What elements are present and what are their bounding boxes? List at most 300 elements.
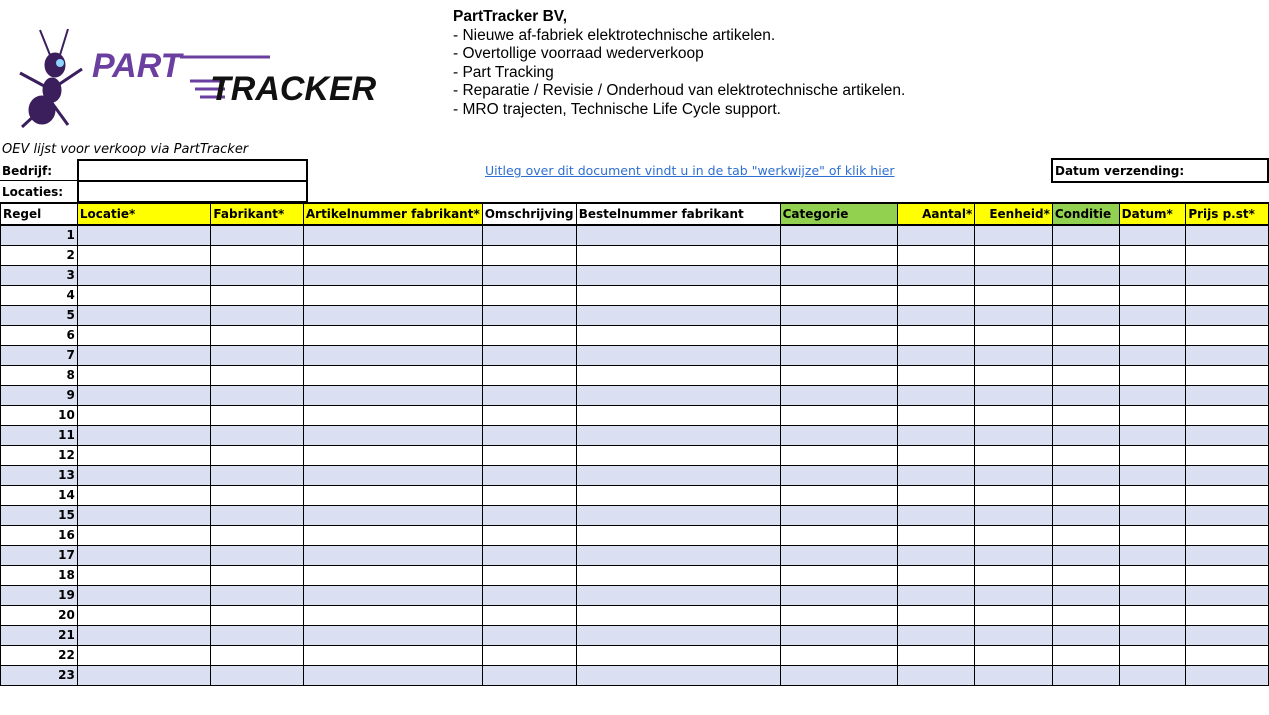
row-number: 10 bbox=[1, 405, 78, 425]
table-row bbox=[1, 385, 1269, 405]
cell[interactable] bbox=[975, 225, 1053, 245]
cell[interactable] bbox=[975, 385, 1053, 405]
cell[interactable] bbox=[211, 325, 303, 345]
cell[interactable] bbox=[1119, 465, 1186, 485]
cell[interactable] bbox=[1119, 245, 1186, 265]
cell[interactable] bbox=[1052, 225, 1119, 245]
cell[interactable] bbox=[780, 445, 897, 465]
cell[interactable] bbox=[898, 345, 975, 365]
row-number: 11 bbox=[1, 425, 78, 445]
table-row bbox=[1, 245, 1269, 265]
col-regel: Regel bbox=[1, 203, 78, 225]
cell[interactable] bbox=[1119, 445, 1186, 465]
cell[interactable] bbox=[303, 305, 482, 325]
cell[interactable] bbox=[780, 625, 897, 645]
cell[interactable] bbox=[1119, 485, 1186, 505]
cell[interactable] bbox=[77, 565, 211, 585]
cell[interactable] bbox=[898, 605, 975, 625]
col-bestelnummer: Bestelnummer fabrikant bbox=[576, 203, 780, 225]
cell[interactable] bbox=[77, 645, 211, 665]
table-row bbox=[1, 525, 1269, 545]
cell[interactable] bbox=[1052, 465, 1119, 485]
table-row bbox=[1, 665, 1269, 685]
cell[interactable] bbox=[303, 445, 482, 465]
cell[interactable] bbox=[576, 265, 780, 285]
cell[interactable] bbox=[975, 285, 1053, 305]
cell[interactable] bbox=[780, 425, 897, 445]
locaties-input[interactable] bbox=[77, 180, 308, 203]
cell[interactable] bbox=[482, 405, 576, 425]
cell[interactable] bbox=[898, 225, 975, 245]
cell[interactable] bbox=[1186, 585, 1269, 605]
cell[interactable] bbox=[482, 545, 576, 565]
cell[interactable] bbox=[211, 645, 303, 665]
cell[interactable] bbox=[576, 445, 780, 465]
cell[interactable] bbox=[975, 485, 1053, 505]
cell[interactable] bbox=[211, 405, 303, 425]
cell[interactable] bbox=[1186, 505, 1269, 525]
cell[interactable] bbox=[77, 485, 211, 505]
row-number: 22 bbox=[1, 645, 78, 665]
cell[interactable] bbox=[77, 365, 211, 385]
table-row bbox=[1, 345, 1269, 365]
cell[interactable] bbox=[77, 325, 211, 345]
table-row bbox=[1, 505, 1269, 525]
cell[interactable] bbox=[975, 505, 1053, 525]
row-number: 2 bbox=[1, 245, 78, 265]
cell[interactable] bbox=[898, 645, 975, 665]
cell[interactable] bbox=[576, 665, 780, 685]
cell[interactable] bbox=[780, 365, 897, 385]
cell[interactable] bbox=[780, 465, 897, 485]
cell[interactable] bbox=[1186, 625, 1269, 645]
cell[interactable] bbox=[211, 585, 303, 605]
cell[interactable] bbox=[77, 425, 211, 445]
cell[interactable] bbox=[1119, 645, 1186, 665]
cell[interactable] bbox=[211, 245, 303, 265]
col-locatie: Locatie* bbox=[77, 203, 211, 225]
cell[interactable] bbox=[303, 665, 482, 685]
cell[interactable] bbox=[1052, 245, 1119, 265]
cell[interactable] bbox=[482, 605, 576, 625]
cell[interactable] bbox=[975, 645, 1053, 665]
cell[interactable] bbox=[780, 585, 897, 605]
cell[interactable] bbox=[77, 605, 211, 625]
cell[interactable] bbox=[211, 465, 303, 485]
row-number: 23 bbox=[1, 665, 78, 685]
cell[interactable] bbox=[303, 505, 482, 525]
cell[interactable] bbox=[576, 585, 780, 605]
cell[interactable] bbox=[975, 565, 1053, 585]
cell[interactable] bbox=[1186, 465, 1269, 485]
cell[interactable] bbox=[77, 245, 211, 265]
cell[interactable] bbox=[975, 545, 1053, 565]
cell[interactable] bbox=[975, 665, 1053, 685]
cell[interactable] bbox=[1119, 305, 1186, 325]
cell[interactable] bbox=[576, 525, 780, 545]
cell[interactable] bbox=[303, 465, 482, 485]
cell[interactable] bbox=[898, 485, 975, 505]
cell[interactable] bbox=[211, 445, 303, 465]
datum-verzending-label: Datum verzending: bbox=[1055, 164, 1185, 178]
cell[interactable] bbox=[1052, 345, 1119, 365]
cell[interactable] bbox=[898, 245, 975, 265]
cell[interactable] bbox=[482, 365, 576, 385]
cell[interactable] bbox=[482, 585, 576, 605]
cell[interactable] bbox=[1186, 425, 1269, 445]
row-number: 12 bbox=[1, 445, 78, 465]
cell[interactable] bbox=[303, 545, 482, 565]
table-row bbox=[1, 645, 1269, 665]
cell[interactable] bbox=[1052, 405, 1119, 425]
cell[interactable] bbox=[1186, 245, 1269, 265]
cell[interactable] bbox=[975, 405, 1053, 425]
cell[interactable] bbox=[576, 285, 780, 305]
cell[interactable] bbox=[1052, 505, 1119, 525]
cell[interactable] bbox=[780, 405, 897, 425]
cell[interactable] bbox=[576, 645, 780, 665]
cell[interactable] bbox=[303, 605, 482, 625]
cell[interactable] bbox=[1052, 645, 1119, 665]
table-row bbox=[1, 225, 1269, 245]
table-row bbox=[1, 445, 1269, 465]
cell[interactable] bbox=[975, 325, 1053, 345]
cell[interactable] bbox=[975, 245, 1053, 265]
cell[interactable] bbox=[576, 485, 780, 505]
cell[interactable] bbox=[1186, 325, 1269, 345]
cell[interactable] bbox=[1186, 485, 1269, 505]
cell[interactable] bbox=[482, 445, 576, 465]
cell[interactable] bbox=[211, 305, 303, 325]
row-number: 14 bbox=[1, 485, 78, 505]
cell[interactable] bbox=[898, 565, 975, 585]
cell[interactable] bbox=[1186, 525, 1269, 545]
cell[interactable] bbox=[482, 305, 576, 325]
cell[interactable] bbox=[211, 385, 303, 405]
cell[interactable] bbox=[77, 465, 211, 485]
werkwijze-link[interactable]: Uitleg over dit document vindt u in de tab "werkwijze" of klik hier bbox=[485, 163, 895, 178]
cell[interactable] bbox=[576, 385, 780, 405]
cell[interactable] bbox=[1119, 425, 1186, 445]
cell[interactable] bbox=[1052, 265, 1119, 285]
cell[interactable] bbox=[1186, 345, 1269, 365]
table-row bbox=[1, 465, 1269, 485]
cell[interactable] bbox=[482, 225, 576, 245]
cell[interactable] bbox=[780, 265, 897, 285]
row-number: 1 bbox=[1, 225, 78, 245]
cell[interactable] bbox=[975, 625, 1053, 645]
cell[interactable] bbox=[482, 485, 576, 505]
cell[interactable] bbox=[211, 545, 303, 565]
cell[interactable] bbox=[303, 385, 482, 405]
cell[interactable] bbox=[576, 565, 780, 585]
cell[interactable] bbox=[780, 505, 897, 525]
cell[interactable] bbox=[780, 485, 897, 505]
cell[interactable] bbox=[576, 305, 780, 325]
cell[interactable] bbox=[1186, 405, 1269, 425]
cell[interactable] bbox=[576, 325, 780, 345]
cell[interactable] bbox=[1052, 305, 1119, 325]
cell[interactable] bbox=[482, 525, 576, 545]
cell[interactable] bbox=[211, 605, 303, 625]
cell[interactable] bbox=[482, 325, 576, 345]
cell[interactable] bbox=[780, 565, 897, 585]
table-row bbox=[1, 365, 1269, 385]
cell[interactable] bbox=[1052, 525, 1119, 545]
cell[interactable] bbox=[1119, 325, 1186, 345]
cell[interactable] bbox=[1186, 385, 1269, 405]
cell[interactable] bbox=[77, 285, 211, 305]
cell[interactable] bbox=[576, 405, 780, 425]
col-datum: Datum* bbox=[1119, 203, 1186, 225]
cell[interactable] bbox=[576, 605, 780, 625]
cell[interactable] bbox=[211, 665, 303, 685]
cell[interactable] bbox=[211, 265, 303, 285]
cell[interactable] bbox=[780, 665, 897, 685]
cell[interactable] bbox=[482, 345, 576, 365]
cell[interactable] bbox=[780, 325, 897, 345]
cell[interactable] bbox=[898, 625, 975, 645]
row-number: 21 bbox=[1, 625, 78, 645]
cell[interactable] bbox=[77, 225, 211, 245]
cell[interactable] bbox=[898, 325, 975, 345]
cell[interactable] bbox=[482, 245, 576, 265]
cell[interactable] bbox=[303, 585, 482, 605]
cell[interactable] bbox=[303, 485, 482, 505]
cell[interactable] bbox=[77, 525, 211, 545]
cell[interactable] bbox=[898, 465, 975, 485]
cell[interactable] bbox=[211, 485, 303, 505]
cell[interactable] bbox=[576, 545, 780, 565]
cell[interactable] bbox=[576, 365, 780, 385]
cell[interactable] bbox=[211, 505, 303, 525]
cell[interactable] bbox=[1119, 525, 1186, 545]
cell[interactable] bbox=[211, 525, 303, 545]
cell[interactable] bbox=[1119, 385, 1186, 405]
cell[interactable] bbox=[780, 645, 897, 665]
cell[interactable] bbox=[898, 545, 975, 565]
cell[interactable] bbox=[1119, 345, 1186, 365]
cell[interactable] bbox=[77, 505, 211, 525]
cell[interactable] bbox=[482, 425, 576, 445]
cell[interactable] bbox=[898, 445, 975, 465]
table-row bbox=[1, 325, 1269, 345]
cell[interactable] bbox=[1186, 565, 1269, 585]
row-number: 6 bbox=[1, 325, 78, 345]
cell[interactable] bbox=[303, 325, 482, 345]
cell[interactable] bbox=[898, 265, 975, 285]
cell[interactable] bbox=[898, 525, 975, 545]
cell[interactable] bbox=[898, 285, 975, 305]
cell[interactable] bbox=[576, 505, 780, 525]
cell[interactable] bbox=[303, 245, 482, 265]
datum-verzending-input[interactable] bbox=[1051, 158, 1269, 183]
cell[interactable] bbox=[303, 285, 482, 305]
cell[interactable] bbox=[1186, 645, 1269, 665]
cell[interactable] bbox=[576, 345, 780, 365]
cell[interactable] bbox=[482, 565, 576, 585]
cell[interactable] bbox=[975, 425, 1053, 445]
cell[interactable] bbox=[77, 665, 211, 685]
row-number: 4 bbox=[1, 285, 78, 305]
cell[interactable] bbox=[898, 405, 975, 425]
cell[interactable] bbox=[77, 625, 211, 645]
cell[interactable] bbox=[780, 605, 897, 625]
cell[interactable] bbox=[1052, 545, 1119, 565]
cell[interactable] bbox=[1186, 365, 1269, 385]
cell[interactable] bbox=[211, 225, 303, 245]
cell[interactable] bbox=[780, 525, 897, 545]
table-row bbox=[1, 485, 1269, 505]
cell[interactable] bbox=[303, 225, 482, 245]
cell[interactable] bbox=[1119, 265, 1186, 285]
cell[interactable] bbox=[576, 225, 780, 245]
cell[interactable] bbox=[576, 425, 780, 445]
cell[interactable] bbox=[77, 545, 211, 565]
table-row bbox=[1, 425, 1269, 445]
cell[interactable] bbox=[576, 465, 780, 485]
cell[interactable] bbox=[898, 425, 975, 445]
cell[interactable] bbox=[211, 285, 303, 305]
cell[interactable] bbox=[1119, 225, 1186, 245]
cell[interactable] bbox=[303, 425, 482, 445]
logo-text-part: PART bbox=[92, 47, 182, 85]
cell[interactable] bbox=[975, 465, 1053, 485]
ant-mascot-icon bbox=[20, 29, 82, 127]
cell[interactable] bbox=[211, 565, 303, 585]
cell[interactable] bbox=[303, 525, 482, 545]
cell[interactable] bbox=[1052, 605, 1119, 625]
cell[interactable] bbox=[1052, 665, 1119, 685]
cell[interactable] bbox=[1119, 285, 1186, 305]
cell[interactable] bbox=[1052, 485, 1119, 505]
cell[interactable] bbox=[1186, 445, 1269, 465]
cell[interactable] bbox=[780, 305, 897, 325]
cell[interactable] bbox=[1186, 545, 1269, 565]
table-row bbox=[1, 585, 1269, 605]
cell[interactable] bbox=[1186, 225, 1269, 245]
col-eenheid: Eenheid* bbox=[975, 203, 1053, 225]
cell[interactable] bbox=[898, 305, 975, 325]
cell[interactable] bbox=[482, 625, 576, 645]
cell[interactable] bbox=[303, 265, 482, 285]
cell[interactable] bbox=[975, 345, 1053, 365]
cell[interactable] bbox=[975, 525, 1053, 545]
cell[interactable] bbox=[898, 365, 975, 385]
cell[interactable] bbox=[1052, 285, 1119, 305]
cell[interactable] bbox=[1052, 445, 1119, 465]
cell[interactable] bbox=[780, 285, 897, 305]
cell[interactable] bbox=[303, 345, 482, 365]
cell[interactable] bbox=[1186, 265, 1269, 285]
cell[interactable] bbox=[1119, 585, 1186, 605]
cell[interactable] bbox=[1052, 625, 1119, 645]
cell[interactable] bbox=[898, 385, 975, 405]
cell[interactable] bbox=[780, 345, 897, 365]
cell[interactable] bbox=[1052, 325, 1119, 345]
cell[interactable] bbox=[1052, 365, 1119, 385]
cell[interactable] bbox=[1052, 425, 1119, 445]
cell[interactable] bbox=[482, 285, 576, 305]
cell[interactable] bbox=[77, 265, 211, 285]
cell[interactable] bbox=[482, 505, 576, 525]
cell[interactable] bbox=[1119, 505, 1186, 525]
cell[interactable] bbox=[482, 385, 576, 405]
cell[interactable] bbox=[780, 545, 897, 565]
cell[interactable] bbox=[576, 245, 780, 265]
cell[interactable] bbox=[77, 305, 211, 325]
cell[interactable] bbox=[1052, 565, 1119, 585]
cell[interactable] bbox=[1119, 625, 1186, 645]
cell[interactable] bbox=[1119, 605, 1186, 625]
table-row bbox=[1, 285, 1269, 305]
cell[interactable] bbox=[780, 385, 897, 405]
cell[interactable] bbox=[975, 305, 1053, 325]
cell[interactable] bbox=[211, 425, 303, 445]
cell[interactable] bbox=[77, 445, 211, 465]
row-number: 18 bbox=[1, 565, 78, 585]
cell[interactable] bbox=[303, 645, 482, 665]
cell[interactable] bbox=[303, 365, 482, 385]
cell[interactable] bbox=[482, 645, 576, 665]
sheet-subtitle: OEV lijst voor verkoop via PartTracker bbox=[2, 142, 249, 157]
cell[interactable] bbox=[77, 345, 211, 365]
table-row bbox=[1, 305, 1269, 325]
cell[interactable] bbox=[975, 365, 1053, 385]
bedrijf-input[interactable] bbox=[77, 159, 308, 182]
cell[interactable] bbox=[482, 465, 576, 485]
cell[interactable] bbox=[1119, 565, 1186, 585]
cell[interactable] bbox=[482, 265, 576, 285]
intro-title: PartTracker BV, bbox=[453, 8, 568, 25]
cell[interactable] bbox=[576, 625, 780, 645]
cell[interactable] bbox=[77, 405, 211, 425]
cell[interactable] bbox=[482, 665, 576, 685]
cell[interactable] bbox=[77, 585, 211, 605]
parttracker-logo bbox=[10, 25, 450, 140]
cell[interactable] bbox=[303, 405, 482, 425]
cell[interactable] bbox=[303, 565, 482, 585]
cell[interactable] bbox=[1119, 405, 1186, 425]
cell[interactable] bbox=[975, 265, 1053, 285]
cell[interactable] bbox=[975, 605, 1053, 625]
cell[interactable] bbox=[780, 225, 897, 245]
cell[interactable] bbox=[975, 585, 1053, 605]
cell[interactable] bbox=[1052, 585, 1119, 605]
cell[interactable] bbox=[975, 445, 1053, 465]
cell[interactable] bbox=[898, 505, 975, 525]
cell[interactable] bbox=[1052, 385, 1119, 405]
cell[interactable] bbox=[1119, 365, 1186, 385]
cell[interactable] bbox=[898, 585, 975, 605]
cell[interactable] bbox=[1186, 605, 1269, 625]
logo-text-tracker: TRACKER bbox=[210, 70, 377, 108]
cell[interactable] bbox=[211, 345, 303, 365]
cell[interactable] bbox=[1186, 285, 1269, 305]
cell[interactable] bbox=[1119, 665, 1186, 685]
cell[interactable] bbox=[898, 665, 975, 685]
cell[interactable] bbox=[211, 625, 303, 645]
cell[interactable] bbox=[303, 625, 482, 645]
cell[interactable] bbox=[77, 385, 211, 405]
cell[interactable] bbox=[211, 365, 303, 385]
col-fabrikant: Fabrikant* bbox=[211, 203, 303, 225]
cell[interactable] bbox=[780, 245, 897, 265]
cell[interactable] bbox=[1186, 665, 1269, 685]
cell[interactable] bbox=[1119, 545, 1186, 565]
table-row bbox=[1, 265, 1269, 285]
cell[interactable] bbox=[1186, 305, 1269, 325]
